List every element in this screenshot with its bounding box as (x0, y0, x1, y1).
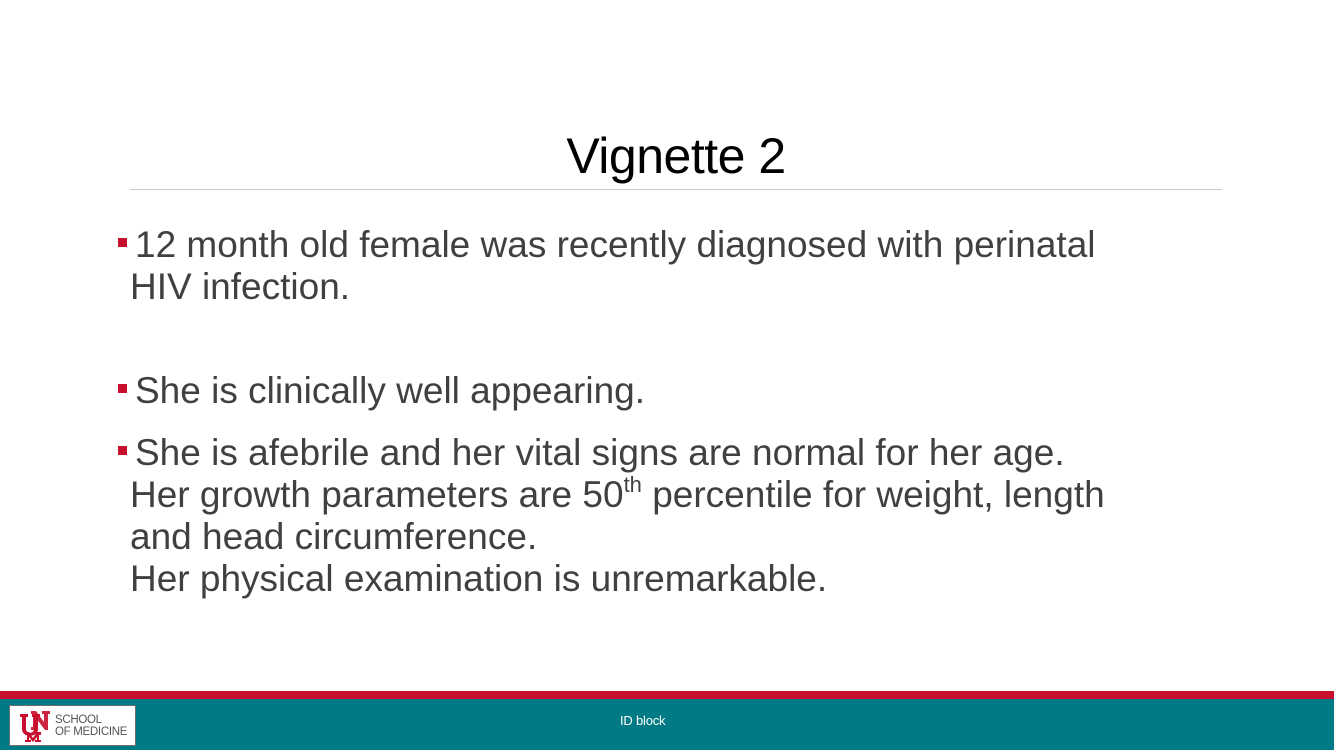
bullet-3-line-3: and head circumference. (130, 516, 538, 557)
bullet-item-1 (130, 224, 1230, 308)
bullet-item-3 (130, 432, 1230, 600)
footer-id-block: ID block (620, 713, 666, 728)
bullet-3-line-2: Her growth parameters are 50th percentile for weight, length (130, 471, 1105, 515)
bullet-icon (118, 446, 127, 455)
logo-line-2: OF MEDICINE (55, 725, 128, 738)
unm-monogram-icon (19, 710, 53, 742)
footer-accent-stripe (0, 691, 1334, 699)
bullet-1-line-1: 12 month old female was recently diagnosed with perinatal (135, 224, 1096, 265)
unm-logo (9, 705, 136, 746)
title-divider (130, 189, 1222, 190)
bullet-2-line-1: She is clinically well appearing. (135, 370, 646, 411)
bullet-3-line-1: She is afebrile and her vital signs are normal for her age. (135, 432, 1065, 473)
bullet-1-line-2: HIV infection. (130, 266, 351, 307)
bullet-icon (118, 238, 127, 247)
bullet-item-2 (130, 370, 1230, 412)
bullet-3-line-4: Her physical examination is unremarkable. (130, 558, 828, 599)
logo-line-1: SCHOOL (55, 713, 102, 726)
bullet-icon (118, 384, 127, 393)
footer-bar (0, 699, 1334, 750)
slide-title: Vignette 2 (566, 128, 786, 184)
